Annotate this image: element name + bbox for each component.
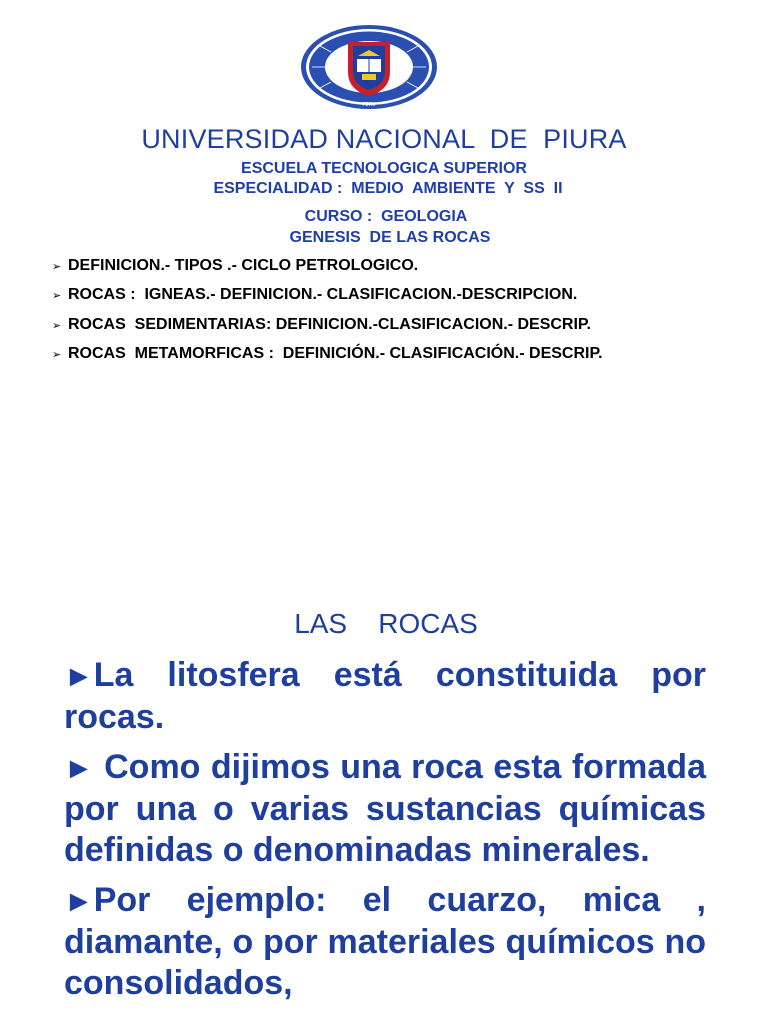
topic-item <box>52 257 603 286</box>
topic-item <box>52 286 603 315</box>
university-seal-logo <box>300 24 438 110</box>
paragraph-text: La litosfera está constituida por rocas. <box>64 656 706 736</box>
course-line: CURSO : GEOLOGIA <box>304 208 468 225</box>
triangle-bullet-icon: ► <box>64 752 94 785</box>
school-name: ESCUELA TECNOLOGICA SUPERIOR <box>241 160 527 177</box>
topic-text: ROCAS SEDIMENTARIAS: DEFINICION.-CLASIFICACION.- DESCRIP. <box>68 315 591 333</box>
paragraph-text: Por ejemplo: el cuarzo, mica , diamante, o por materiales químicos no consolidados, <box>64 881 706 1002</box>
paragraph-text: Como dijimos una roca esta formada por una o varias sustancias químicas definidas o denominadas minerales. <box>64 748 716 869</box>
specialty-line: ESPECIALIDAD : MEDIO AMBIENTE Y SS II <box>213 180 563 197</box>
section-title: LAS ROCAS <box>294 608 478 639</box>
topic-text: ROCAS METAMORFICAS : DEFINICIÓN.- CLASIFICACIÓN.- DESCRIP. <box>68 344 603 362</box>
svg-text:PERU: PERU <box>362 102 376 108</box>
topic-item <box>52 316 603 345</box>
body-text <box>64 655 716 1013</box>
paragraph <box>64 655 706 738</box>
paragraph <box>64 880 706 1004</box>
triangle-bullet-icon: ► <box>64 885 94 918</box>
topics-list <box>52 257 603 374</box>
triangle-bullet-icon: ► <box>64 660 94 693</box>
topic-line: GENESIS DE LAS ROCAS <box>289 229 491 246</box>
arrow-bullet-icon: ➢ <box>52 348 62 361</box>
topic-item <box>52 345 603 374</box>
topic-text: ROCAS : IGNEAS.- DEFINICION.- CLASIFICACION.-DESCRIPCION. <box>68 286 578 304</box>
arrow-bullet-icon: ➢ <box>52 261 62 273</box>
arrow-bullet-icon: ➢ <box>52 319 62 332</box>
paragraph <box>64 747 716 871</box>
arrow-bullet-icon: ➢ <box>52 290 62 303</box>
seal-emblem-icon <box>300 24 438 110</box>
university-title: UNIVERSIDAD NACIONAL DE PIURA <box>141 124 627 154</box>
topic-text: DEFINICION.- TIPOS .- CICLO PETROLOGICO. <box>68 257 419 274</box>
